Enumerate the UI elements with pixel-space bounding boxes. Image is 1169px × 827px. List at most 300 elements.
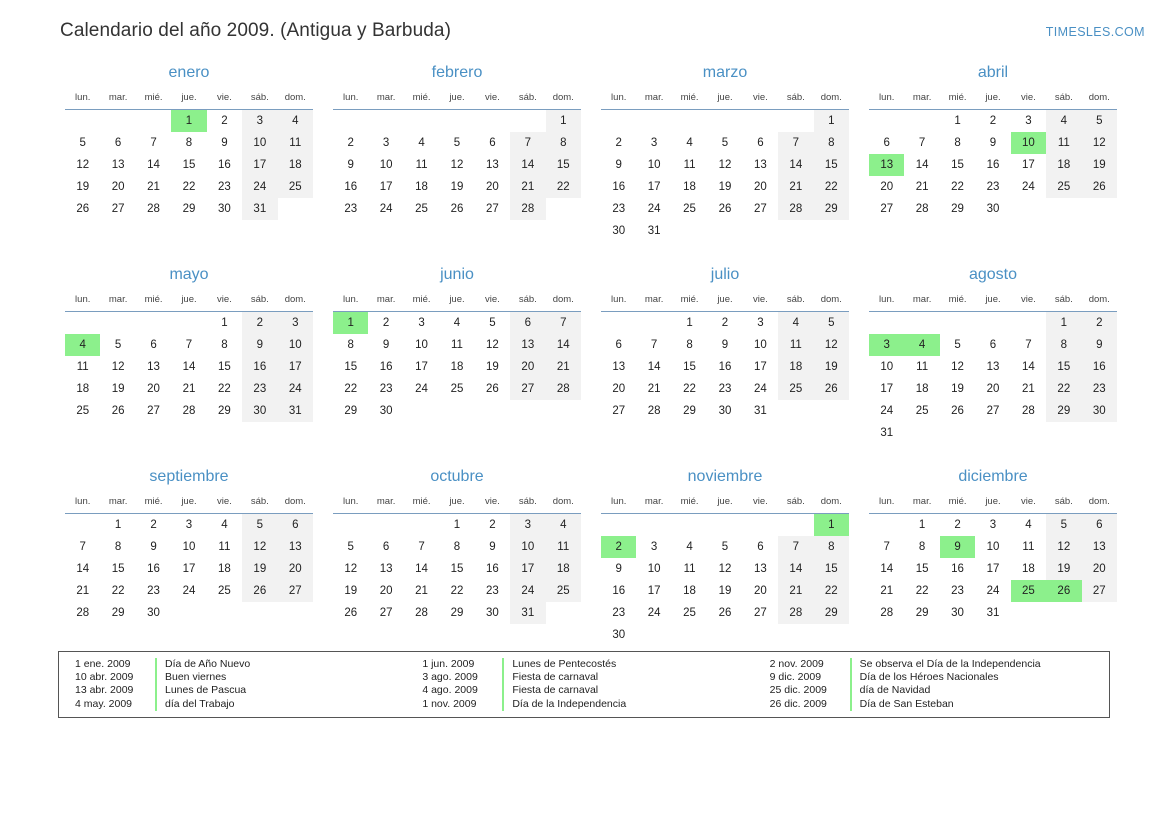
day-cell-weekend[interactable]: 6	[278, 514, 313, 537]
day-cell-holiday[interactable]: 25	[1011, 580, 1046, 602]
day-cell[interactable]: 7	[79, 541, 86, 553]
day-cell-weekend[interactable]: 27	[510, 378, 545, 400]
day-cell-weekend[interactable]: 1	[1046, 312, 1081, 335]
day-cell-weekend[interactable]: 10	[278, 334, 313, 356]
day-cell[interactable]: 25	[415, 203, 428, 215]
day-cell[interactable]: 23	[344, 203, 358, 215]
day-cell-weekend[interactable]: 28	[778, 198, 813, 220]
day-cell[interactable]: 2	[382, 317, 390, 329]
day-cell[interactable]: 5	[453, 137, 461, 149]
day-cell[interactable]: 13	[986, 361, 1000, 373]
day-cell-weekend[interactable]: 28	[546, 378, 581, 400]
day-cell[interactable]: 10	[415, 339, 428, 351]
day-cell[interactable]: 7	[883, 541, 890, 553]
day-cell[interactable]: 3	[757, 317, 764, 329]
day-cell-weekend[interactable]: 18	[546, 558, 581, 580]
day-cell[interactable]: 7	[1025, 339, 1032, 351]
day-cell[interactable]: 14	[915, 159, 929, 171]
day-cell[interactable]: 22	[951, 181, 964, 193]
day-cell[interactable]: 18	[450, 361, 464, 373]
day-cell-weekend[interactable]: 5	[1046, 514, 1081, 537]
day-cell-weekend[interactable]: 17	[510, 558, 545, 580]
day-cell[interactable]: 2	[989, 115, 997, 127]
day-cell-weekend[interactable]: 7	[778, 536, 813, 558]
day-cell[interactable]: 12	[486, 339, 499, 351]
day-cell[interactable]: 21	[647, 383, 661, 395]
day-cell-weekend[interactable]: 19	[242, 558, 277, 580]
day-cell-weekend[interactable]: 25	[278, 176, 313, 198]
day-cell[interactable]: 15	[182, 159, 196, 171]
day-cell[interactable]: 19	[450, 181, 464, 193]
day-cell[interactable]: 12	[718, 563, 732, 575]
day-cell[interactable]: 7	[150, 137, 157, 149]
day-cell-weekend[interactable]: 4	[278, 110, 313, 133]
day-cell[interactable]: 17	[182, 563, 196, 575]
day-cell[interactable]: 17	[647, 585, 661, 597]
day-cell-weekend[interactable]: 6	[1082, 514, 1117, 537]
day-cell-weekend[interactable]: 4	[778, 312, 813, 335]
day-cell[interactable]: 29	[915, 607, 929, 619]
day-cell-holiday[interactable]: 9	[940, 536, 975, 558]
day-cell[interactable]: 2	[221, 115, 228, 127]
day-cell[interactable]: 12	[718, 159, 732, 171]
day-cell-holiday[interactable]: 26	[1046, 580, 1081, 602]
day-cell[interactable]: 25	[450, 383, 464, 395]
day-cell-weekend[interactable]: 10	[510, 536, 545, 558]
day-cell[interactable]: 23	[612, 203, 626, 215]
day-cell[interactable]: 20	[986, 383, 1000, 395]
day-cell[interactable]: 11	[76, 361, 89, 373]
day-cell[interactable]: 27	[147, 405, 160, 417]
day-cell[interactable]: 29	[450, 607, 464, 619]
day-cell[interactable]: 2	[489, 519, 496, 531]
day-cell[interactable]: 18	[415, 181, 428, 193]
day-cell[interactable]: 1	[954, 115, 961, 127]
day-cell[interactable]: 26	[486, 383, 499, 395]
day-cell[interactable]: 24	[379, 203, 393, 215]
day-cell-weekend[interactable]: 11	[778, 334, 813, 356]
day-cell[interactable]: 5	[721, 137, 729, 149]
day-cell[interactable]: 7	[418, 541, 425, 553]
day-cell[interactable]: 23	[379, 383, 393, 395]
day-cell[interactable]: 13	[754, 159, 767, 171]
day-cell[interactable]: 11	[683, 159, 696, 171]
day-cell[interactable]: 6	[989, 339, 997, 351]
day-cell[interactable]: 9	[721, 339, 729, 351]
day-cell[interactable]: 5	[489, 317, 496, 329]
day-cell[interactable]: 2	[615, 137, 622, 149]
day-cell[interactable]: 16	[147, 563, 160, 575]
day-cell[interactable]: 22	[450, 585, 464, 597]
day-cell-holiday[interactable]: 1	[814, 514, 849, 537]
day-cell[interactable]: 29	[218, 405, 231, 417]
day-cell[interactable]: 12	[951, 361, 964, 373]
day-cell-weekend[interactable]: 28	[510, 198, 545, 220]
day-cell[interactable]: 6	[883, 137, 890, 149]
day-cell-weekend[interactable]: 20	[1082, 558, 1117, 580]
day-cell-weekend[interactable]: 12	[814, 334, 849, 356]
day-cell[interactable]: 18	[915, 383, 929, 395]
day-cell[interactable]: 17	[1022, 159, 1035, 171]
day-cell[interactable]: 13	[612, 361, 626, 373]
day-cell[interactable]: 13	[379, 563, 393, 575]
day-cell[interactable]: 19	[344, 585, 358, 597]
day-cell[interactable]: 5	[347, 541, 354, 553]
day-cell[interactable]: 10	[379, 159, 393, 171]
day-cell-weekend[interactable]: 4	[546, 514, 581, 537]
day-cell[interactable]: 24	[880, 405, 894, 417]
day-cell-weekend[interactable]: 28	[778, 602, 813, 624]
day-cell-weekend[interactable]: 9	[242, 334, 277, 356]
day-cell-weekend[interactable]: 26	[242, 580, 277, 602]
day-cell-weekend[interactable]: 29	[814, 198, 849, 220]
day-cell[interactable]: 19	[486, 361, 499, 373]
day-cell[interactable]: 21	[76, 585, 90, 597]
day-cell[interactable]: 14	[147, 159, 160, 171]
day-cell[interactable]: 27	[754, 607, 767, 619]
day-cell[interactable]: 30	[951, 607, 964, 619]
day-cell[interactable]: 5	[79, 137, 86, 149]
day-cell-weekend[interactable]: 17	[278, 356, 313, 378]
day-cell-weekend[interactable]: 20	[278, 558, 313, 580]
day-cell-weekend[interactable]: 23	[242, 378, 277, 400]
day-cell-weekend[interactable]: 15	[546, 154, 581, 176]
day-cell-weekend[interactable]: 24	[510, 580, 545, 602]
day-cell-holiday[interactable]: 10	[1011, 132, 1046, 154]
day-cell[interactable]: 12	[450, 159, 464, 171]
day-cell[interactable]: 16	[344, 181, 358, 193]
day-cell[interactable]: 17	[986, 563, 1000, 575]
day-cell-weekend[interactable]: 1	[814, 110, 849, 133]
day-cell[interactable]: 6	[615, 339, 622, 351]
day-cell[interactable]: 17	[415, 361, 428, 373]
day-cell[interactable]: 28	[415, 607, 428, 619]
day-cell-holiday[interactable]: 2	[601, 536, 636, 558]
day-cell-weekend[interactable]: 29	[1046, 400, 1081, 422]
day-cell[interactable]: 23	[218, 181, 231, 193]
day-cell-weekend[interactable]: 11	[278, 132, 313, 154]
day-cell[interactable]: 1	[221, 317, 228, 329]
day-cell[interactable]: 29	[344, 405, 358, 417]
day-cell[interactable]: 31	[647, 225, 661, 237]
day-cell[interactable]: 28	[147, 203, 160, 215]
day-cell[interactable]: 4	[1025, 519, 1032, 531]
day-cell[interactable]: 27	[986, 405, 1000, 417]
day-cell-weekend[interactable]: 21	[546, 356, 581, 378]
day-cell[interactable]: 14	[647, 361, 661, 373]
day-cell[interactable]: 29	[951, 203, 964, 215]
day-cell[interactable]: 5	[954, 339, 961, 351]
day-cell[interactable]: 18	[683, 585, 696, 597]
day-cell[interactable]: 13	[147, 361, 160, 373]
day-cell[interactable]: 26	[718, 607, 732, 619]
day-cell-weekend[interactable]: 29	[814, 602, 849, 624]
day-cell-holiday[interactable]: 13	[869, 154, 904, 176]
day-cell-weekend[interactable]: 14	[510, 154, 545, 176]
day-cell[interactable]: 22	[344, 383, 358, 395]
day-cell[interactable]: 29	[182, 203, 196, 215]
day-cell-holiday[interactable]: 1	[333, 312, 368, 335]
day-cell-weekend[interactable]: 18	[278, 154, 313, 176]
day-cell[interactable]: 4	[453, 317, 461, 329]
day-cell-weekend[interactable]: 4	[1046, 110, 1081, 133]
day-cell[interactable]: 29	[111, 607, 125, 619]
day-cell[interactable]: 20	[486, 181, 499, 193]
day-cell[interactable]: 21	[1022, 383, 1035, 395]
day-cell[interactable]: 3	[382, 137, 390, 149]
day-cell[interactable]: 30	[612, 629, 626, 641]
day-cell-weekend[interactable]: 14	[778, 154, 813, 176]
day-cell[interactable]: 10	[986, 541, 1000, 553]
day-cell[interactable]: 11	[683, 563, 696, 575]
day-cell-weekend[interactable]: 15	[1046, 356, 1081, 378]
day-cell[interactable]: 23	[951, 585, 964, 597]
day-cell[interactable]: 30	[986, 203, 1000, 215]
day-cell-weekend[interactable]: 8	[546, 132, 581, 154]
day-cell-holiday[interactable]: 4	[904, 334, 939, 356]
day-cell[interactable]: 4	[221, 519, 228, 531]
day-cell-weekend[interactable]: 1	[546, 110, 581, 133]
day-cell[interactable]: 1	[453, 519, 461, 531]
day-cell[interactable]: 5	[114, 339, 122, 351]
day-cell[interactable]: 13	[486, 159, 499, 171]
day-cell[interactable]: 7	[650, 339, 658, 351]
day-cell-weekend[interactable]: 21	[510, 176, 545, 198]
day-cell[interactable]: 24	[1022, 181, 1035, 193]
day-cell[interactable]: 4	[686, 541, 693, 553]
day-cell[interactable]: 16	[986, 159, 1000, 171]
day-cell-weekend[interactable]: 5	[1082, 110, 1117, 133]
day-cell[interactable]: 15	[218, 361, 231, 373]
day-cell-weekend[interactable]: 24	[242, 176, 277, 198]
day-cell[interactable]: 18	[1022, 563, 1035, 575]
day-cell[interactable]: 21	[415, 585, 428, 597]
day-cell[interactable]: 3	[650, 137, 658, 149]
day-cell[interactable]: 17	[754, 361, 767, 373]
day-cell-weekend[interactable]: 10	[242, 132, 277, 154]
day-cell[interactable]: 19	[718, 585, 732, 597]
day-cell[interactable]: 22	[683, 383, 696, 395]
day-cell[interactable]: 6	[114, 137, 122, 149]
day-cell[interactable]: 3	[185, 519, 193, 531]
day-cell[interactable]: 30	[147, 607, 160, 619]
day-cell[interactable]: 13	[111, 159, 125, 171]
day-cell[interactable]: 6	[382, 541, 390, 553]
day-cell[interactable]: 20	[379, 585, 393, 597]
day-cell-weekend[interactable]: 18	[1046, 154, 1081, 176]
day-cell[interactable]: 20	[754, 181, 767, 193]
day-cell[interactable]: 15	[344, 361, 358, 373]
day-cell[interactable]: 23	[486, 585, 499, 597]
day-cell-weekend[interactable]: 5	[242, 514, 277, 537]
day-cell-weekend[interactable]: 2	[242, 312, 277, 335]
day-cell-weekend[interactable]: 31	[278, 400, 313, 422]
day-cell[interactable]: 8	[686, 339, 693, 351]
day-cell[interactable]: 7	[918, 137, 926, 149]
day-cell-weekend[interactable]: 15	[814, 558, 849, 580]
day-cell[interactable]: 16	[379, 361, 393, 373]
day-cell[interactable]: 20	[754, 585, 767, 597]
day-cell[interactable]: 16	[486, 563, 499, 575]
day-cell-weekend[interactable]: 11	[546, 536, 581, 558]
day-cell[interactable]: 20	[880, 181, 894, 193]
day-cell[interactable]: 24	[182, 585, 196, 597]
day-cell[interactable]: 3	[650, 541, 658, 553]
day-cell-weekend[interactable]: 22	[814, 176, 849, 198]
day-cell[interactable]: 7	[185, 339, 193, 351]
day-cell[interactable]: 26	[718, 203, 732, 215]
day-cell[interactable]: 1	[686, 317, 693, 329]
day-cell[interactable]: 30	[612, 225, 626, 237]
day-cell[interactable]: 19	[718, 181, 732, 193]
day-cell[interactable]: 25	[683, 203, 696, 215]
day-cell[interactable]: 9	[615, 563, 622, 575]
day-cell[interactable]: 9	[615, 159, 622, 171]
day-cell[interactable]: 16	[718, 361, 732, 373]
day-cell[interactable]: 30	[379, 405, 393, 417]
day-cell[interactable]: 18	[218, 563, 231, 575]
day-cell-weekend[interactable]: 22	[814, 580, 849, 602]
day-cell[interactable]: 19	[951, 383, 964, 395]
day-cell[interactable]: 8	[185, 137, 193, 149]
day-cell[interactable]: 15	[951, 159, 964, 171]
day-cell[interactable]: 27	[880, 203, 894, 215]
day-cell[interactable]: 21	[880, 585, 894, 597]
day-cell[interactable]: 26	[951, 405, 964, 417]
day-cell[interactable]: 10	[182, 541, 196, 553]
day-cell-weekend[interactable]: 30	[242, 400, 277, 422]
day-cell-weekend[interactable]: 8	[814, 132, 849, 154]
day-cell[interactable]: 3	[989, 519, 997, 531]
day-cell[interactable]: 31	[880, 427, 894, 439]
day-cell[interactable]: 20	[111, 181, 125, 193]
day-cell[interactable]: 8	[221, 339, 228, 351]
day-cell[interactable]: 28	[1022, 405, 1035, 417]
day-cell-weekend[interactable]: 21	[778, 580, 813, 602]
day-cell[interactable]: 17	[647, 181, 661, 193]
day-cell-weekend[interactable]: 2	[1082, 312, 1117, 335]
day-cell-weekend[interactable]: 19	[1046, 558, 1081, 580]
day-cell[interactable]: 10	[647, 159, 661, 171]
day-cell[interactable]: 24	[986, 585, 1000, 597]
day-cell[interactable]: 27	[111, 203, 125, 215]
day-cell[interactable]: 16	[951, 563, 964, 575]
day-cell[interactable]: 26	[111, 405, 125, 417]
day-cell-weekend[interactable]: 8	[814, 536, 849, 558]
day-cell[interactable]: 25	[76, 405, 90, 417]
day-cell-weekend[interactable]: 25	[778, 378, 813, 400]
day-cell-weekend[interactable]: 13	[510, 334, 545, 356]
day-cell-weekend[interactable]: 15	[814, 154, 849, 176]
day-cell-weekend[interactable]: 9	[1082, 334, 1117, 356]
day-cell-weekend[interactable]: 19	[1082, 154, 1117, 176]
day-cell[interactable]: 24	[647, 203, 661, 215]
day-cell-weekend[interactable]: 16	[1082, 356, 1117, 378]
day-cell[interactable]: 9	[221, 137, 228, 149]
day-cell[interactable]: 19	[76, 181, 90, 193]
day-cell[interactable]: 20	[612, 383, 626, 395]
day-cell[interactable]: 30	[718, 405, 732, 417]
day-cell[interactable]: 11	[916, 361, 929, 373]
day-cell-weekend[interactable]: 31	[510, 602, 545, 624]
day-cell[interactable]: 30	[486, 607, 499, 619]
day-cell[interactable]: 26	[76, 203, 90, 215]
day-cell-weekend[interactable]: 23	[1082, 378, 1117, 400]
day-cell[interactable]: 15	[683, 361, 696, 373]
day-cell[interactable]: 19	[111, 383, 125, 395]
day-cell-weekend[interactable]: 7	[510, 132, 545, 154]
day-cell-weekend[interactable]: 24	[278, 378, 313, 400]
day-cell-holiday[interactable]: 3	[869, 334, 904, 356]
day-cell[interactable]: 13	[754, 563, 767, 575]
day-cell[interactable]: 18	[683, 181, 696, 193]
day-cell[interactable]: 25	[218, 585, 231, 597]
day-cell-weekend[interactable]: 7	[546, 312, 581, 335]
day-cell[interactable]: 28	[647, 405, 661, 417]
day-cell[interactable]: 31	[986, 607, 1000, 619]
day-cell[interactable]: 21	[915, 181, 929, 193]
day-cell[interactable]: 24	[415, 383, 428, 395]
day-cell[interactable]: 6	[757, 137, 764, 149]
day-cell-weekend[interactable]: 25	[1046, 176, 1081, 198]
day-cell[interactable]: 8	[954, 137, 961, 149]
day-cell[interactable]: 9	[989, 137, 997, 149]
day-cell[interactable]: 14	[1022, 361, 1035, 373]
day-cell-weekend[interactable]: 31	[242, 198, 277, 220]
day-cell[interactable]: 30	[218, 203, 231, 215]
day-cell[interactable]: 20	[147, 383, 160, 395]
day-cell[interactable]: 2	[954, 519, 961, 531]
site-brand[interactable]: TIMESLES.COM	[1045, 25, 1145, 39]
day-cell-weekend[interactable]: 16	[242, 356, 277, 378]
day-cell-holiday[interactable]: 4	[65, 334, 100, 356]
day-cell[interactable]: 16	[612, 181, 626, 193]
day-cell[interactable]: 27	[486, 203, 499, 215]
day-cell[interactable]: 10	[647, 563, 661, 575]
day-cell[interactable]: 2	[347, 137, 354, 149]
day-cell[interactable]: 15	[915, 563, 929, 575]
day-cell[interactable]: 23	[147, 585, 160, 597]
day-cell[interactable]: 6	[757, 541, 764, 553]
day-cell[interactable]: 8	[453, 541, 461, 553]
day-cell[interactable]: 10	[880, 361, 894, 373]
day-cell-weekend[interactable]: 12	[242, 536, 277, 558]
day-cell-weekend[interactable]: 27	[278, 580, 313, 602]
day-cell[interactable]: 2	[721, 317, 729, 329]
day-cell[interactable]: 28	[915, 203, 929, 215]
day-cell[interactable]: 10	[754, 339, 767, 351]
day-cell[interactable]: 23	[718, 383, 732, 395]
day-cell-weekend[interactable]: 30	[1082, 400, 1117, 422]
day-cell[interactable]: 1	[114, 519, 122, 531]
day-cell[interactable]: 9	[382, 339, 390, 351]
day-cell-weekend[interactable]: 20	[510, 356, 545, 378]
day-cell[interactable]: 3	[1025, 115, 1032, 127]
day-cell-weekend[interactable]: 8	[1046, 334, 1081, 356]
day-cell[interactable]: 14	[880, 563, 894, 575]
day-cell-weekend[interactable]: 5	[814, 312, 849, 335]
day-cell[interactable]: 21	[147, 181, 160, 193]
day-cell[interactable]: 1	[918, 519, 926, 531]
day-cell-weekend[interactable]: 12	[1082, 132, 1117, 154]
day-cell[interactable]: 11	[451, 339, 463, 351]
day-cell[interactable]: 11	[1022, 541, 1035, 553]
day-cell[interactable]: 6	[489, 137, 496, 149]
day-cell[interactable]: 26	[344, 607, 358, 619]
day-cell[interactable]: 26	[450, 203, 464, 215]
day-cell-weekend[interactable]: 25	[546, 580, 581, 602]
day-cell[interactable]: 4	[418, 137, 425, 149]
